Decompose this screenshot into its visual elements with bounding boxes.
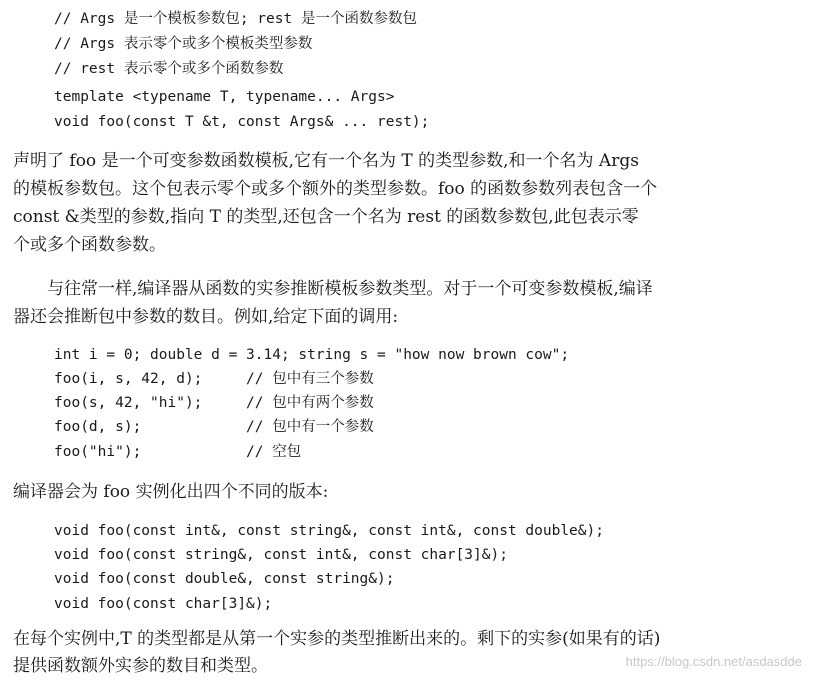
code-line: foo(d, s); // 包中有一个参数 [54,419,374,435]
code-line: int i = 0; double d = 3.14; string s = "how now brown cow"; [54,347,570,363]
code-line: void foo(const int&, const string&, const int&, const double&); [54,523,604,539]
watermark-text: https://blog.csdn.net/asdasdde [625,654,802,669]
paragraph-line: 在每个实例中,T 的类型都是从第一个实参的类型推断出来的。剩下的实参(如果有的话) [13,629,661,649]
code-line: // Args 是一个模板参数包; rest 是一个函数参数包 [54,11,417,27]
code-line: void foo(const char[3]&); [54,596,273,612]
code-line: template <typename T, typename... Args> [54,89,395,105]
paragraph-line: 编译器会为 foo 实例化出四个不同的版本: [13,482,329,502]
paragraph-line: 与往常一样,编译器从函数的实参推断模板参数类型。对于一个可变参数模板,编译 [47,279,653,299]
code-line: foo("hi"); // 空包 [54,444,302,460]
paragraph-line: 提供函数额外实参的数目和类型。 [13,656,268,676]
code-line: // Args 表示零个或多个模板类型参数 [54,36,313,52]
paragraph-line: 声明了 foo 是一个可变参数函数模板,它有一个名为 T 的类型参数,和一个名为 Args [13,151,639,171]
code-line: void foo(const double&, const string&); [54,571,395,587]
paragraph-line: const &类型的参数,指向 T 的类型,还包含一个名为 rest 的函数参数包,此包表示零 [13,207,639,227]
code-line: void foo(const string&, const int&, const char[3]&); [54,547,508,563]
code-line: void foo(const T &t, const Args& ... rest); [54,114,430,130]
code-line: // rest 表示零个或多个函数参数 [54,61,284,77]
paragraph-line: 的模板参数包。这个包表示零个或多个额外的类型参数。foo 的函数参数列表包含一个 [13,179,658,199]
paragraph-line: 器还会推断包中参数的数目。例如,给定下面的调用: [13,307,399,327]
code-line: foo(i, s, 42, d); // 包中有三个参数 [54,371,374,387]
code-line: foo(s, 42, "hi"); // 包中有两个参数 [54,395,374,411]
paragraph-line: 个或多个函数参数。 [13,235,166,255]
